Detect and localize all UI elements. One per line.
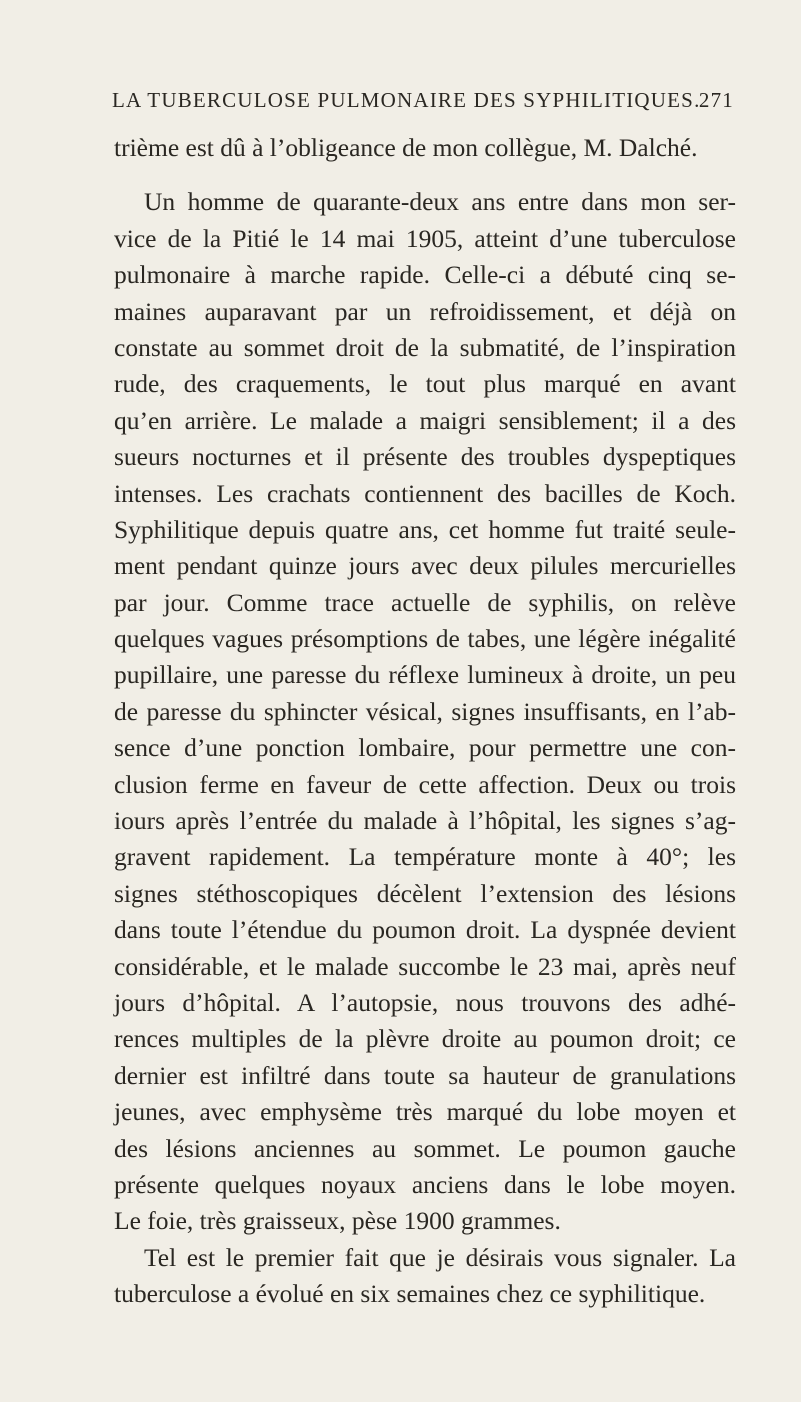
text-line: dans toute l’étendue du poumon droit. La dyspnée devient xyxy=(114,915,736,945)
text-line: quelques vagues présomptions de tabes, une légère inégalité xyxy=(114,624,736,654)
text-line: signes stéthoscopiques décèlent l’extension des lésions xyxy=(114,878,736,908)
text-line: ment pendant quinze jours avec deux pilules mercurielles xyxy=(114,551,736,581)
text-line: considérable, et le malade succombe le 23 mai, après neuf xyxy=(114,951,736,981)
text-line: pupillaire, une paresse du réflexe lumineux à droite, un peu xyxy=(114,660,736,690)
text-line: tuberculose a évolué en six semaines chez ce syphilitique. xyxy=(114,1279,706,1309)
text-line: dernier est infiltré dans toute sa hauteur de granulations xyxy=(114,1060,736,1090)
running-title: LA TUBERCULOSE PULMONAIRE DES SYPHILITIQUES. xyxy=(112,88,701,112)
text-line: par jour. Comme trace actuelle de syphilis, on relève xyxy=(114,587,736,617)
text-line: Tel est le premier fait que je désirais vous signaler. La xyxy=(144,1242,736,1272)
text-line: rude, des craquements, le tout plus marqué en avant xyxy=(114,369,736,399)
paragraph-2 xyxy=(114,184,736,1239)
text-line: intenses. Les crachats contiennent des bacilles de Koch. xyxy=(114,478,736,508)
text-line: jeunes, avec emphysème très marqué du lobe moyen et xyxy=(114,1097,736,1127)
text-line: constate au sommet droit de la submatité, de l’inspiration xyxy=(114,332,736,362)
text-line: sueurs nocturnes et il présente des troubles dyspeptiques xyxy=(114,442,736,472)
body-text xyxy=(114,130,736,1313)
text-line: rences multiples de la plèvre droite au poumon droit; ce xyxy=(114,1024,736,1054)
text-line: qu’en arrière. Le malade a maigri sensiblement; il a des xyxy=(114,405,736,435)
text-line: présente quelques noyaux anciens dans le lobe moyen. xyxy=(114,1169,736,1199)
text-line: des lésions anciennes au sommet. Le poumon gauche xyxy=(114,1133,736,1163)
text-line: pulmonaire à marche rapide. Celle-ci a débuté cinq se- xyxy=(114,260,736,290)
text-line: clusion ferme en faveur de cette affection. Deux ou trois xyxy=(114,769,736,799)
text-line: de paresse du sphincter vésical, signes insuffisants, en l’ab- xyxy=(114,696,736,726)
text-line: sence d’une ponction lombaire, pour permettre une con- xyxy=(114,733,736,763)
page-number: 271 xyxy=(698,88,734,112)
text-line: gravent rapidement. La température monte à 40°; les xyxy=(114,842,736,872)
text-line: iours après l’entrée du malade à l’hôpital, les signes s’ag- xyxy=(114,806,736,836)
text-line: jours d’hôpital. A l’autopsie, nous trouvons des adhé- xyxy=(114,987,736,1017)
text-line: vice de la Pitié le 14 mai 1905, atteint d’une tuberculose xyxy=(114,223,736,253)
text-line: Syphilitique depuis quatre ans, cet homme fut traité seule- xyxy=(114,514,736,544)
text-line: trième est dû à l’obligeance de mon collègue, M. Dalché. xyxy=(114,133,698,162)
paragraph-1 xyxy=(114,130,736,166)
text-line: maines auparavant par un refroidissement, et déjà on xyxy=(114,296,736,326)
running-head xyxy=(112,88,734,118)
text-line: Un homme de quarante-deux ans entre dans mon ser- xyxy=(144,187,736,217)
text-line: Le foie, très graisseux, pèse 1900 grammes. xyxy=(114,1206,561,1236)
paragraph-3 xyxy=(114,1240,736,1313)
